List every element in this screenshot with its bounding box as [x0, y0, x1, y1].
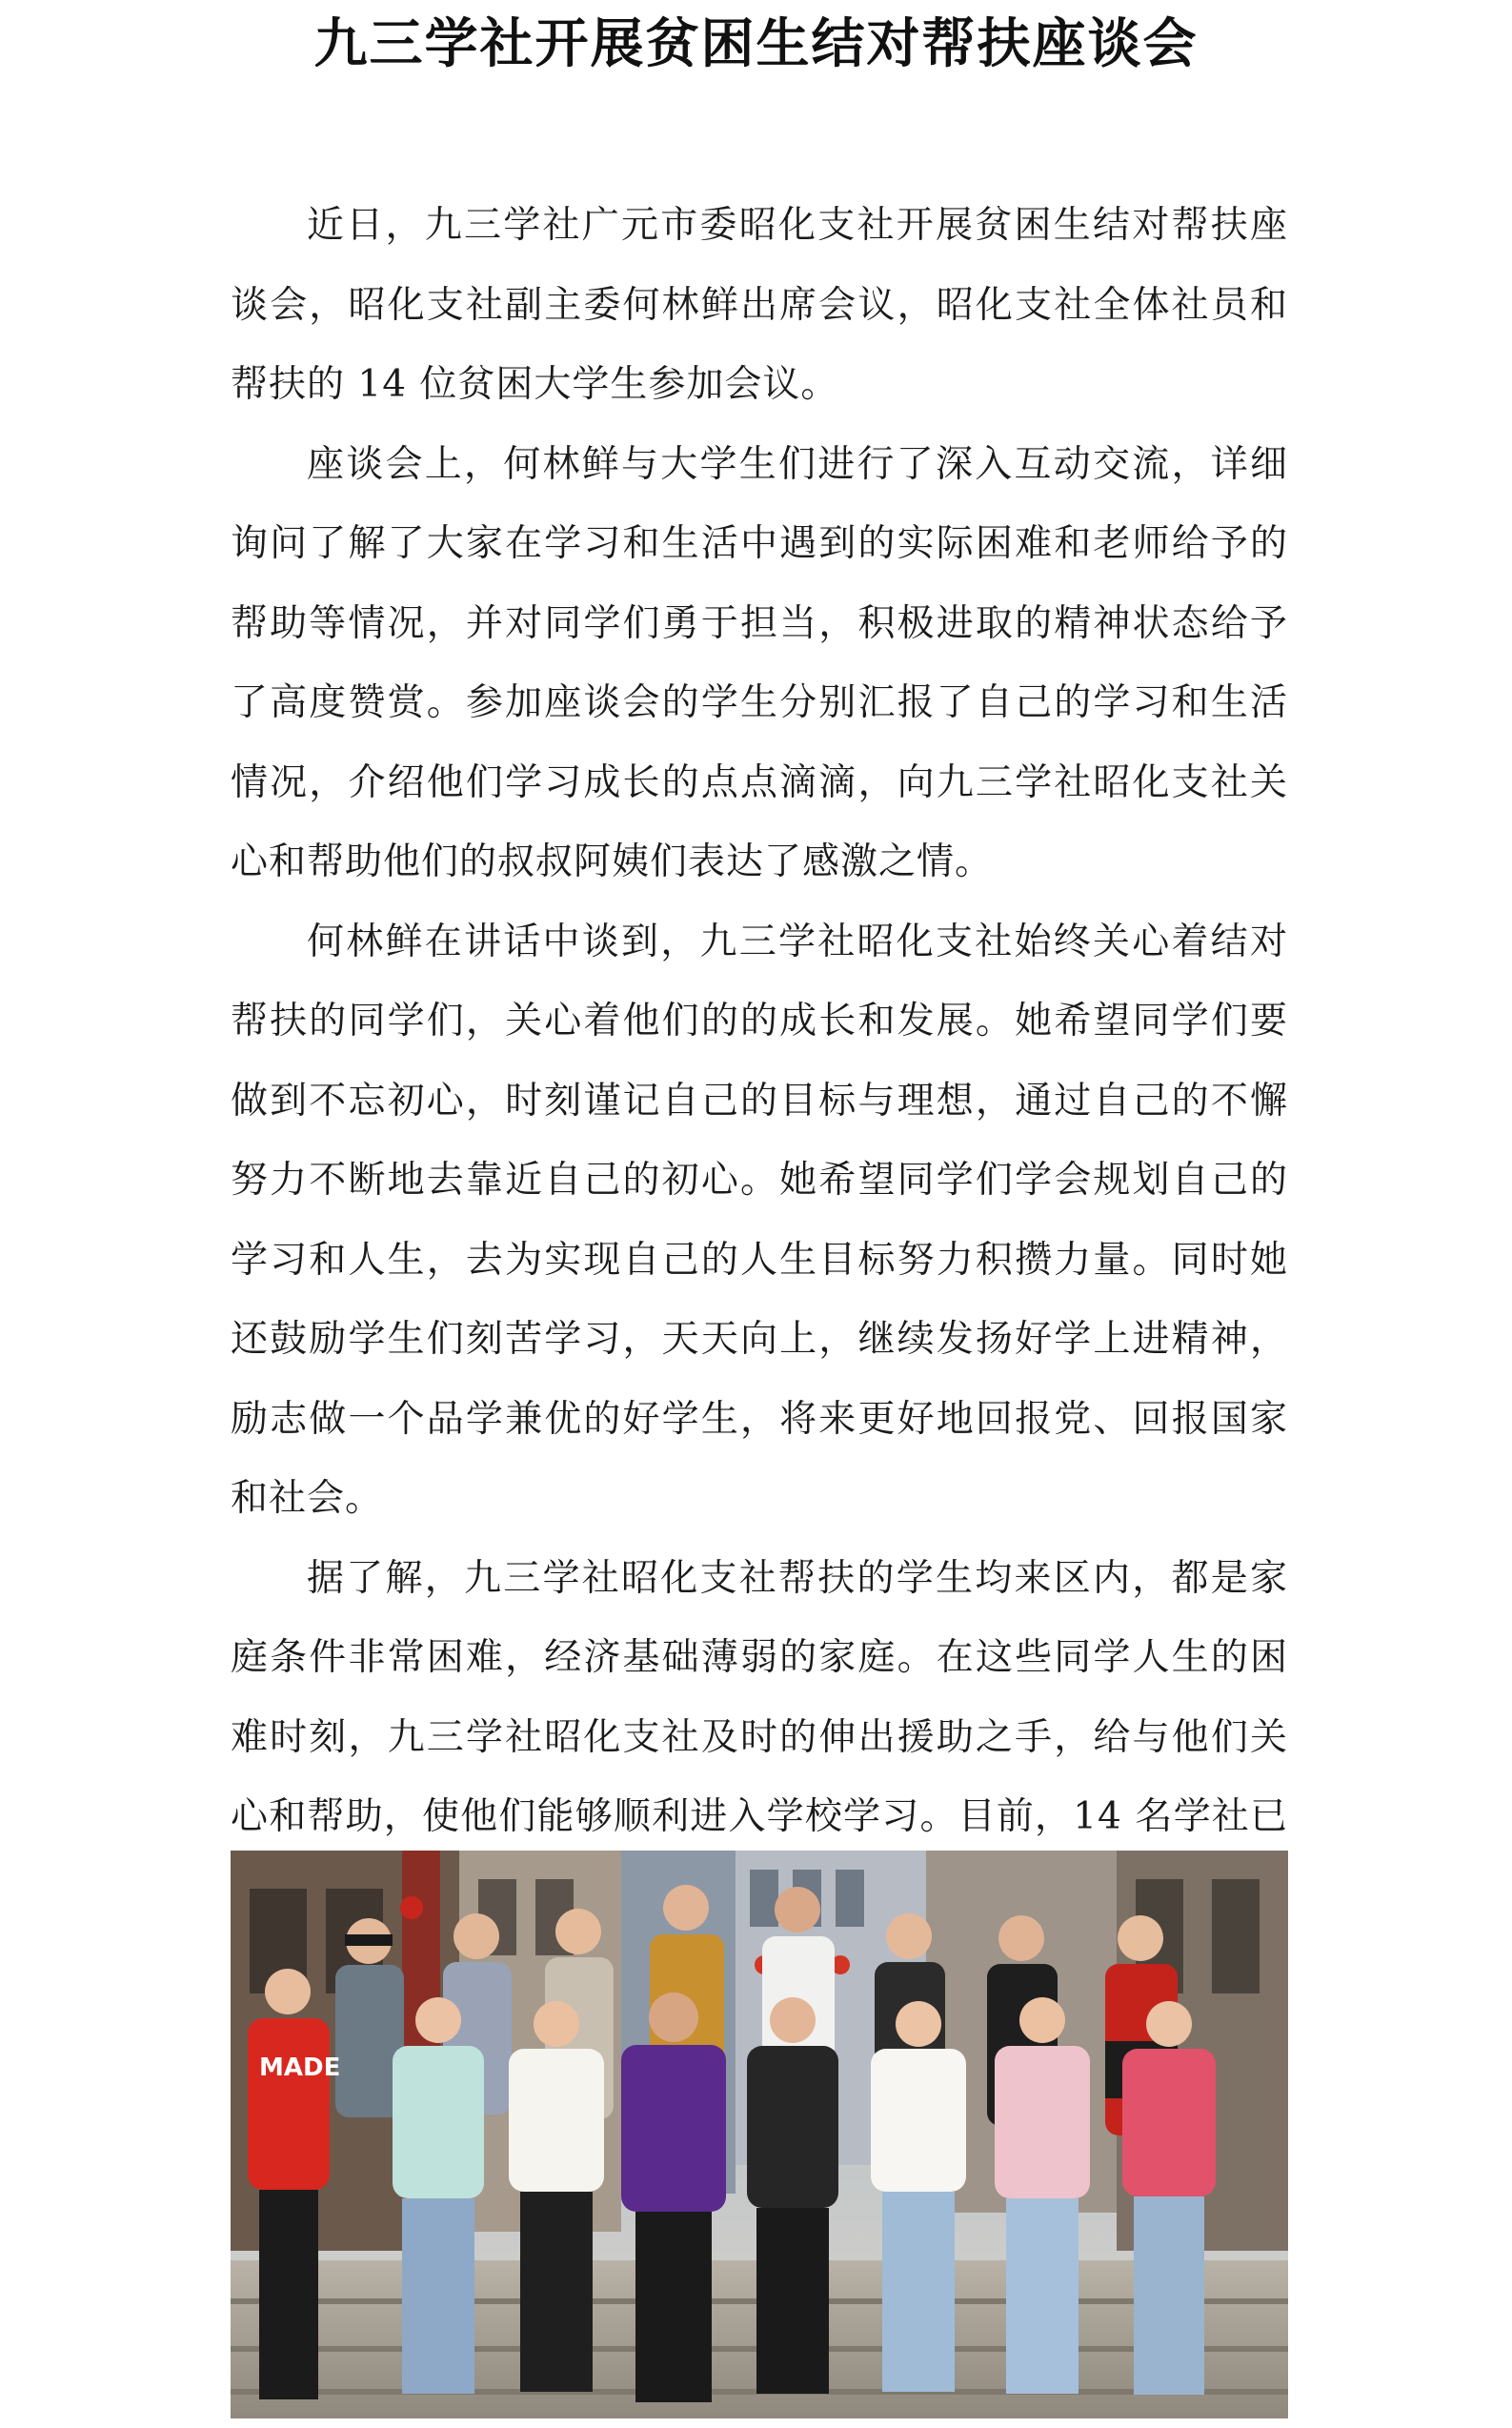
person [871, 2001, 966, 2392]
group-photo [231, 1851, 1288, 2418]
article-body [231, 186, 1288, 2016]
person [393, 1997, 484, 2394]
person [509, 2001, 604, 2392]
paragraph-2: 座谈会上，何林鲜与大学生们进行了深入互动交流，详细询问了解了大家在学习和生活中遇到的实际困难和老师给予的帮助等情况，并对同学们勇于担当，积极进取的精神状态给予了高度赞赏。参加座谈会的学生分别汇报了自己的学习和生活情况，介绍他们学习成长的点点滴滴，向九三学社昭化支社关心和帮助他们的叔叔阿姨们表达了感激之情。 [231, 442, 1288, 883]
person [1122, 2001, 1216, 2395]
paragraph-3: 何林鲜在讲话中谈到，九三学社昭化支社始终关心着结对帮扶的同学们，关心着他们的的成长和发展。她希望同学们要做到不忘初心，时刻谨记自己的目标与理想，通过自己的不懈努力不断地去靠近自己的初心。她希望同学们学会规划自己的学习和人生，去为实现自己的人生目标努力积攒力量。同时她还鼓励学生们刻苦学习，天天向上，继续发扬好学上进精神，励志做一个品学兼优的好学生，将来更好地回报党、回报国家和社会。 [231, 920, 1288, 1520]
person [995, 1997, 1090, 2394]
paragraph-1: 近日，九三学社广元市委昭化支社开展贫困生结对帮扶座谈会，昭化支社副主委何林鲜出席会议，昭化支社全体社员和帮扶的 14 位贫困大学生参加会议。 [231, 204, 1288, 406]
person [621, 1993, 726, 2402]
page-title: 九三学社开展贫困生结对帮扶座谈会 [313, 12, 1199, 75]
shirt-text: MADE [259, 2054, 341, 2082]
paragraph-4: 据了解，九三学社昭化支社帮扶的学生均来区内，都是家庭条件非常困难，经济基础薄弱的家庭。在这些同学人生的困难时刻，九三学社昭化支社及时的伸出援助之手，给与他们关心和帮助，使他们能够顺利进入学校学习。目前，14 名学社已 [231, 1556, 1288, 1838]
person [747, 1997, 838, 2394]
